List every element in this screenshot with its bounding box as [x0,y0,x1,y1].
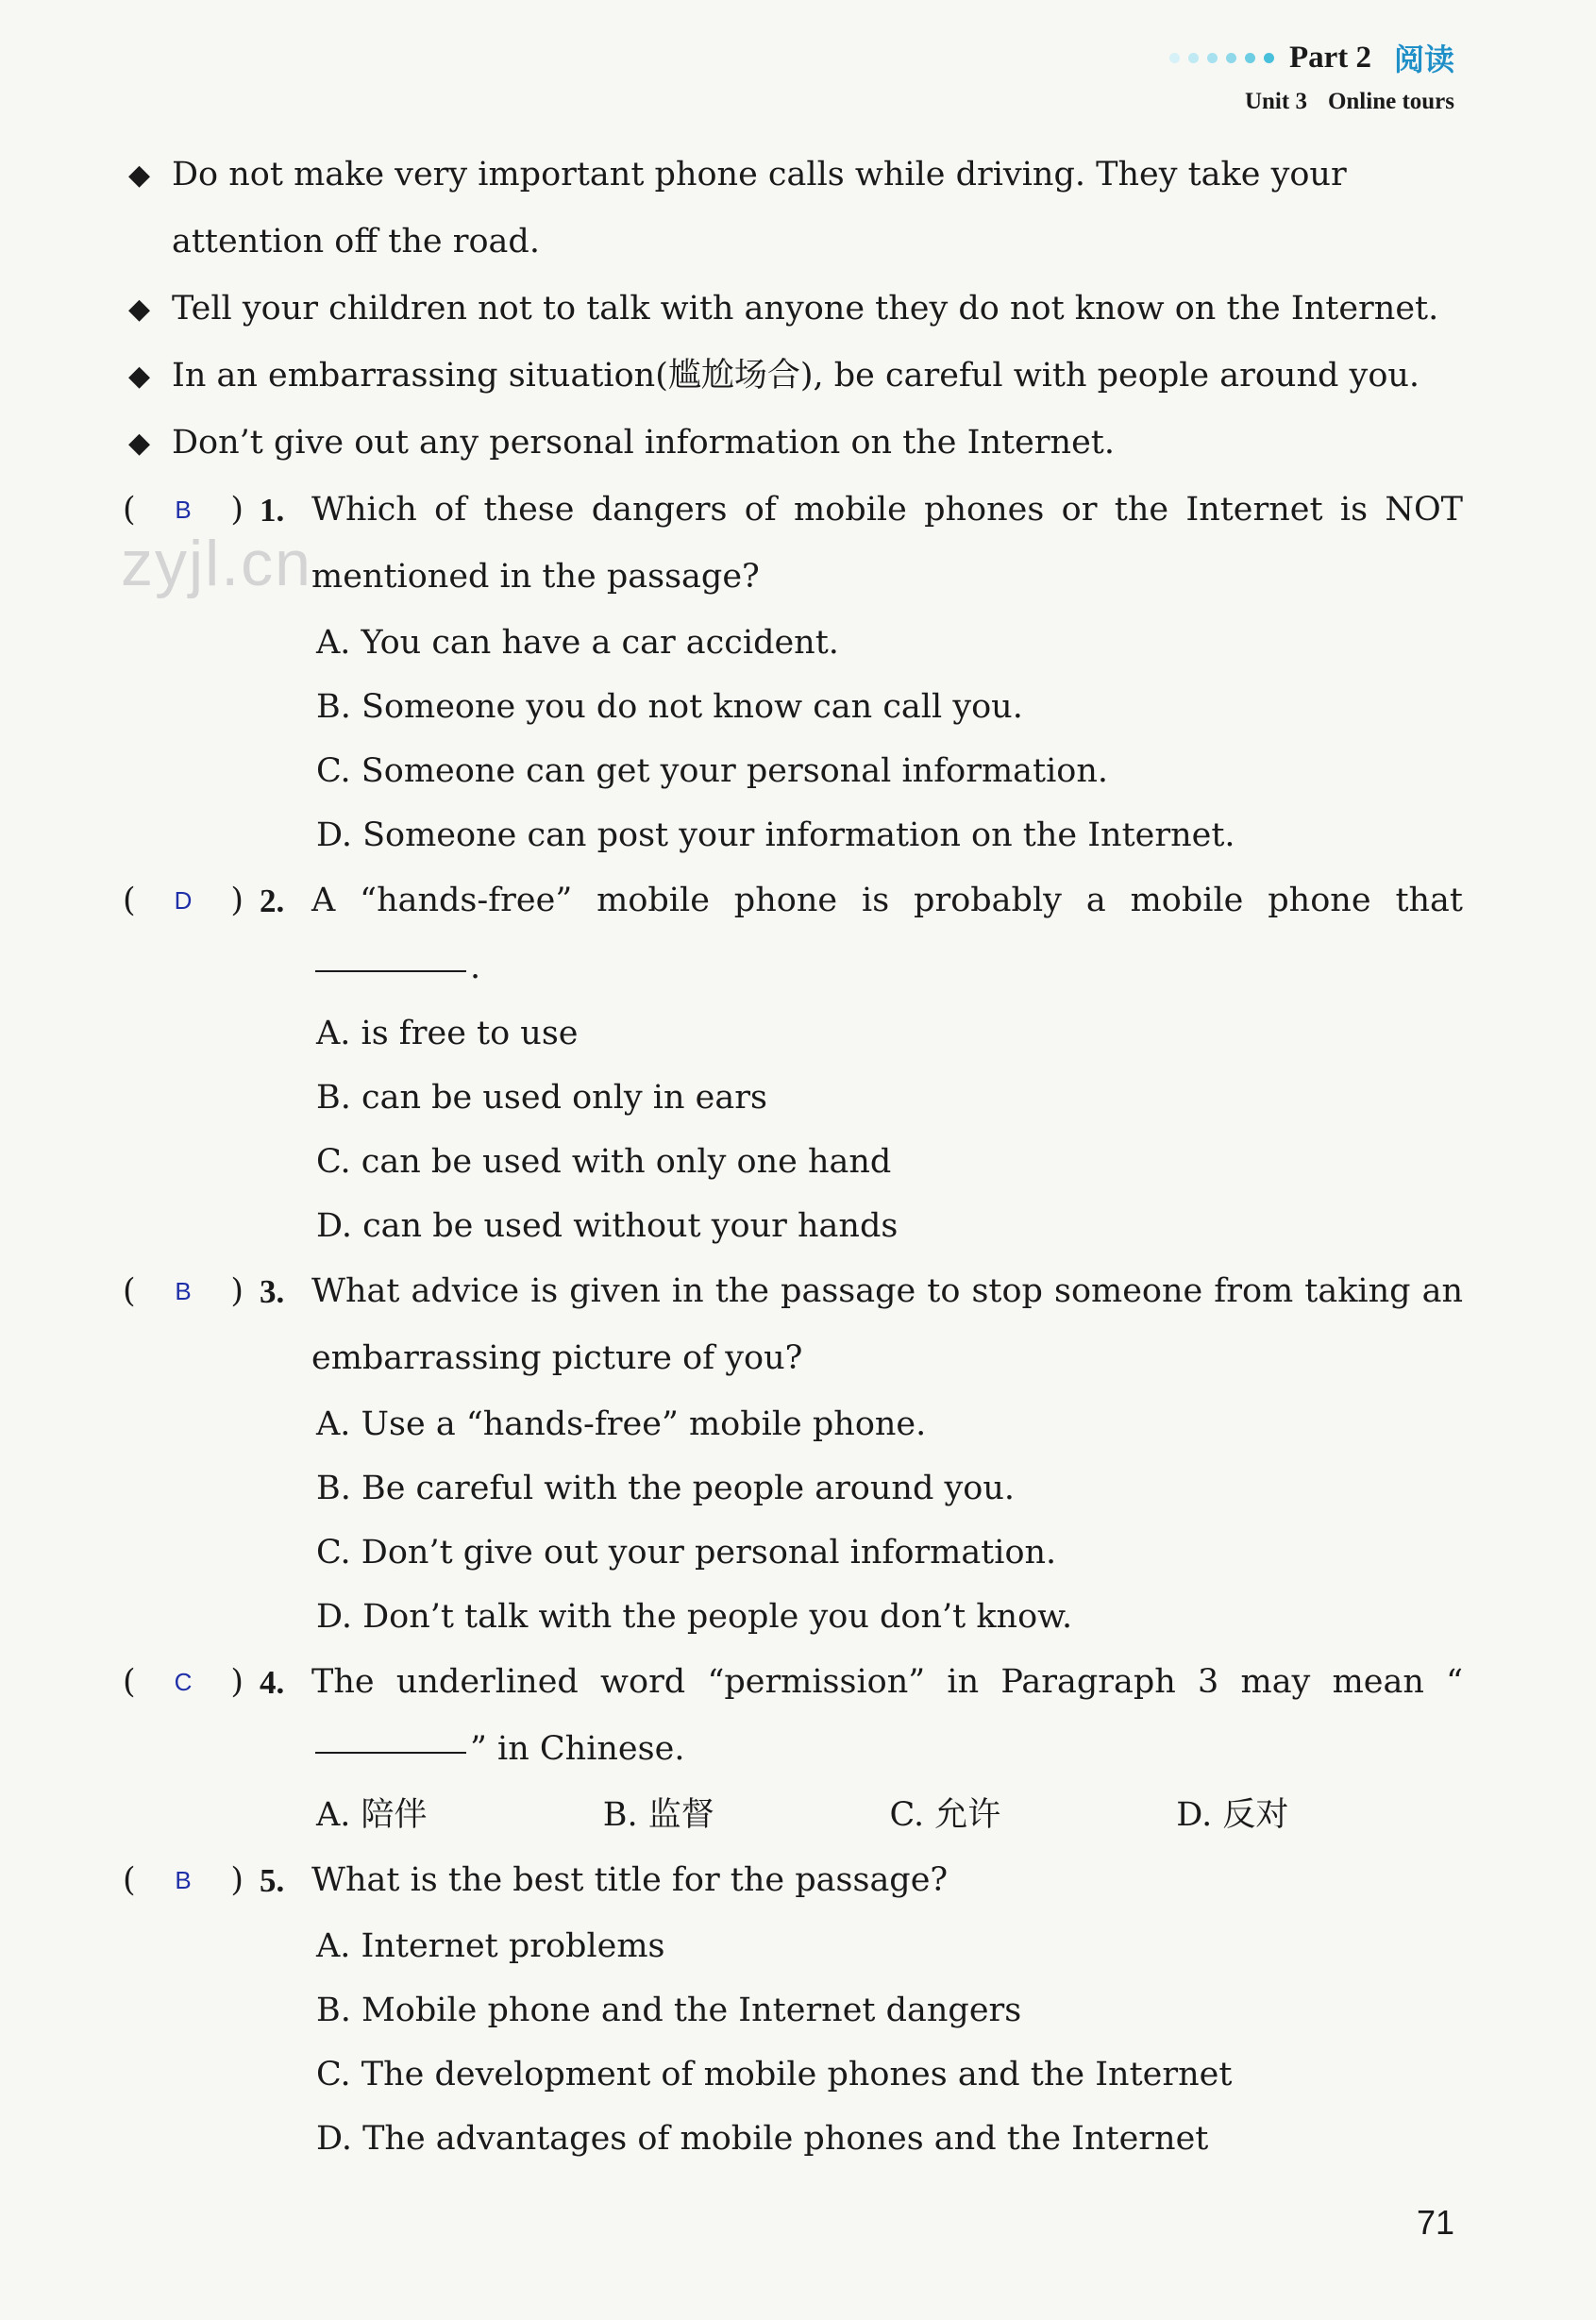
option: C. can be used with only one hand [316,1143,892,1181]
option: D. can be used without your hands [316,1207,899,1245]
option: D. The advantages of mobile phones and the Internet [316,2120,1209,2158]
option: C. Don’t give out your personal information. [316,1534,1057,1572]
option: D. 反对 [1176,1796,1289,1834]
option: C. 允许 [889,1796,1001,1834]
diamond-bullet-icon: ◆ [128,159,151,192]
bullet-item: ◆ In an embarrassing situation(尴尬场合), be careful with people around you. [123,343,1463,410]
question-1: ( B ) 1. Which of these dangers of mobile phones or the Internet is NOT mentioned in the passage? [123,477,1463,611]
option: A. is free to use [316,1015,579,1052]
answer-blank [315,1751,466,1754]
option: A. 陪伴 [316,1796,428,1834]
answer-2: D [174,886,193,915]
question-text: Which of these dangers of mobile phones or the Internet is NOT mentioned in the passage? [311,491,1463,596]
answer-4: C [174,1668,193,1696]
question-text: What is the best title for the passage? [311,1861,949,1899]
answer-5: B [175,1866,192,1894]
diamond-bullet-icon: ◆ [128,293,151,326]
option: A. You can have a car accident. [316,624,839,662]
option: A. Use a “hands-free” mobile phone. [316,1405,927,1443]
option: B. Someone you do not know can call you. [316,688,1023,726]
question-text: What advice is given in the passage to stop someone from taking an embarrassing picture of you? [311,1272,1463,1377]
watermark: zyjl.cn [121,528,312,599]
page-header [1169,36,1454,115]
bullet-item: ◆ Tell your children not to talk with anyone they do not know on the Internet. [123,276,1463,343]
section-label: 阅读 [1393,42,1454,77]
answer-3: B [175,1277,192,1305]
question-5: ( B ) 5. What is the best title for the passage? [123,1847,1463,1914]
question-2: ( D ) 2. A “hands-free” mobile phone is probably a mobile phone that . [123,867,1463,1001]
page-number: 71 [1416,2203,1454,2242]
bullet-item: ◆ Don’t give out any personal information on the Internet. [123,410,1463,477]
question-text: The underlined word “permission” in Paragraph 3 may mean “” in Chinese. [311,1663,1463,1768]
answer-blank [315,969,466,972]
option: A. Internet problems [316,1927,665,1965]
option: B. 监督 [602,1796,714,1834]
option: B. can be used only in ears [316,1079,767,1117]
answer-1: B [175,496,192,524]
diamond-bullet-icon: ◆ [128,427,151,460]
content [123,142,1463,2171]
options-row [123,1783,1463,1847]
option: C. Someone can get your personal information. [316,752,1109,790]
option: B. Mobile phone and the Internet dangers [316,1992,1022,2029]
unit-label: Unit 3 [1244,89,1307,114]
question-4: ( C ) 4. The underlined word “permission” in Paragraph 3 may mean “” in Chinese. [123,1649,1463,1783]
option: B. Be careful with the people around you. [316,1470,1016,1507]
diamond-bullet-icon: ◆ [128,360,151,393]
option: D. Don’t talk with the people you don’t know. [316,1598,1073,1636]
decorative-dots-icon [1169,53,1274,63]
bullet-item: ◆ Do not make very important phone calls while driving. They take your attention off the road. [123,142,1463,276]
option: C. The development of mobile phones and the Internet [316,2056,1233,2093]
question-3: ( B ) 3. What advice is given in the passage to stop someone from taking an embarrassing picture of you? [123,1258,1463,1392]
part-label: Part 2 [1288,40,1371,75]
unit-title: Online tours [1327,89,1454,114]
question-text: A “hands-free” mobile phone is probably a mobile phone that . [311,882,1463,986]
option: D. Someone can post your information on the Internet. [316,816,1235,854]
